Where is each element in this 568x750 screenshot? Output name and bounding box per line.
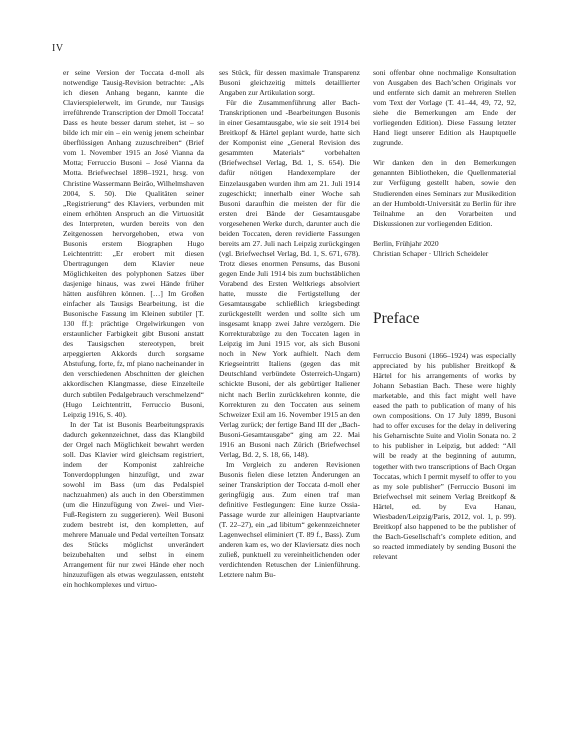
- paragraph: Für die Zusammenführung aller Bach-Transkriptionen und -Bearbeitungen Busonis in einer Gesamtausgabe, wie sie seit 1914 bei Breitkopf & Härtel geplant wurde, hatte sich der Komponist eine „General Revision des gesammten Materials“ vorbehalten (Briefwechsel Verlag, Bd. 1, S. 654). Die dafür nötigen Handexemplare der Einzelausgaben wurden ihm am 21. Juli 1914 zugeschickt; innerhalb einer Woche sah Busoni daraufhin die meisten der für die ersten drei Bände der Gesamtausgabe vorgesehenen Werke durch, darunter auch die beiden Toccaten, deren revidierte Fassungen bereits am 27. Juli nach Leipzig zurückgingen (vgl. Briefwechsel Verlag, Bd. 1, S. 671, 678). Trotz dieses enormen Pensums, das Busoni gegen Ende Juli 1914 bis zum buchstäblichen Vorabend des Ersten Weltkriegs absolviert hatte, musste die Fertigstellung der Gesamtausgabe schließlich kriegsbedingt zurückgestellt werden und sollte sich um insgesamt knapp zwei Jahre verzögern. Die Korrekturabzüge zu den Toccaten lagen in Leipzig im Juni 1915 vor, als sich Busoni noch in New York aufhielt. Nach dem Kriegseintritt Italiens (gegen das mit Deutschland verbündete Österreich-Ungarn) schickte Busoni, der als gebürtiger Italiener nicht nach Berlin zurückkehren konnte, die Korrekturen zu den Toccaten aus seinem Schweizer Exil am 16. November 1915 an den Verlag zurück; der fertige Band III der „Bach-Busoni-Gesamtausgabe“ ging am 22. Mai 1916 an Busoni nach Zürich (Briefwechsel Verlag, Bd. 2, S. 18, 66, 148).: [219, 98, 360, 459]
- paragraph: Ferruccio Busoni (1866–1924) was especially appreciated by his publisher Breitkopf & Härtel for his arrangements of works by Johann Sebastian Bach. These were highly marketable, and this fact might well have eased the path to publication of many of his own compositions. On 17 July 1899, Busoni had to offer excuses for the delay in delivering his Geharnischte Suite and Violin Sonata no. 2 to his publisher in Leipzig, but added: “All will be ready at the beginning of autumn, together with two transcriptions of Bach Organ Toccatas, which I permit myself to offer to you as my sole publisher” (Ferruccio Busoni im Briefwechsel mit seinem Verlag Breitkopf & Härtel, ed. by Eva Hanau, Wiesbaden/Leipzig/Paris, 2012, vol. 1, p. 99). Breitkopf also happened to be the publisher of the Bach-Gesellschaft’s complete edition, and so reacted immediately by sending Busoni the relevant: [373, 351, 516, 561]
- text-column-2: [219, 68, 360, 580]
- signature-names: Christian Schaper · Ullrich Scheideler: [373, 248, 489, 258]
- text-column-1: [63, 68, 204, 590]
- signature-place-date: Berlin, Frühjahr 2020: [373, 238, 439, 248]
- preface-heading: Preface: [373, 310, 420, 327]
- paragraph: ses Stück, für dessen maximale Transparenz Busoni gleichzeitig mittels detaillierter Angaben zur Artikulation sorgt.: [219, 68, 360, 98]
- acknowledgements-paragraph: Wir danken den in den Bemerkungen genannten Bibliotheken, die Quellenmaterial zur Verfügung gestellt haben, sowie den Studierenden eines Seminars zur Musikedition an der Humboldt-Universität zu Berlin für ihre Teilnahme an den Vorarbeiten und Diskussionen zur vorliegenden Edition.: [373, 158, 516, 228]
- paragraph: er seine Version der Toccata d-moll als notwendige Tausig-Revision betrachte: „Als ich diesen Anhang begann, kannte die Clavierspielerwelt, im Grunde, nur Tausigs irreführende Transcription der Dmoll Toccata! Dass es heute besser darum stehet, ist – so bilde ich mir ein – ein wenig jenem scheinbar überflüssigen Anhang zuzuschreiben“ (Brief vom 1. November 1915 an José Vianna da Motta; Ferruccio Busoni – José Vianna da Motta. Briefwechsel 1898–1921, hrsg. von Christine Wassermann Beirão, Wilhelmshaven 2004, S. 50). Die Qualitäten seiner „Registrierung“ des Klaviers, verbunden mit einem erhöhten Anspruch an die Virtuosität des Interpreten, wurden bereits von den Zeitgenossen hervorgehoben, etwa von Busonis erstem Biographen Hugo Leichtentritt: „Er erobert mit diesen Übertragungen dem Klavier neue Möglichkeiten des polyphonen Satzes über dasjenige hinaus, was zwei Hände früher hätten ausführen können. […] Im Großen einfacher als Tausigs Bearbeitung, ist die Busonische Fassung im Kleinen subtiler [T. 130 ff.]: prächtige Orgelwirkungen von erstaunlicher Farbigkeit gibt Busoni anstatt des Tausigschen stereotypen, breit arpeggierten Akkords durch sorgsame Abstufung, forte, fz, mf piano nacheinander in den verschiedenen Abschnitten der gleichen akkordischen Klangmasse, diese Einzelteile durch subtilen Pedalgebrauch verschmelzend“ (Hugo Leichtentritt, Ferruccio Busoni, Leipzig 1916, S. 40).: [63, 68, 204, 419]
- paragraph: soni offenbar ohne nochmalige Konsultation von Ausgaben des Bach’schen Originals vor und entfernte sich damit an mehreren Stellen vom Text der Vorlage (T. 41–44, 49, 72, 92, siehe die Bemerkungen am Ende der vorliegenden Edition). Diese Fassung letzter Hand liegt unserer Edition als Hauptquelle zugrunde.: [373, 68, 516, 148]
- preface-text: [373, 351, 516, 562]
- text-column-3: [373, 68, 516, 259]
- paragraph: Im Vergleich zu anderen Revisionen Busonis fielen diese letzten Änderungen an seiner Transkription der Toccata d-moll eher geringfügig aus. Zum einen traf man definitive Festlegungen: Eine kurze Ossia-Passage wurde zur alleinigen Hauptvariante (T. 22–27), ein „ad libitum“ gekennzeichneter Lagenwechsel eliminiert (T. 89 f., Bass). Zum anderen kam es, wo der Klaviersatz dies noch zuließ, punktuell zu vereinheitlichenden oder verdichtenden Retuschen der Linienführung. Letztere nahm Bu-: [219, 459, 360, 580]
- paragraph: In der Tat ist Busonis Bearbeitungspraxis dadurch gekennzeichnet, dass das Klangbild der Orgel nach Möglichkeit bewahrt werden soll. Das Klavier wird gleichsam registriert, indem der Komponist zahlreiche Tonverdopplungen hinzufügt, und zwar sowohl im Bass (um das Pedalspiel nachzuahmen) als auch in den Oberstimmen (um die Hinzufügung von Zwei- und Vier-Fuß-Registern zu suggerieren). Weil Busoni zudem bestrebt ist, den kompletten, auf mehrere Manuale und Pedal verteilten Tonsatz des Stücks möglichst unverändert beizubehalten und selbst in einem Arrangement für nur zwei Hände eher noch hinzuzufügen als etwas wegzulassen, entsteht ein hochkomplexes und virtuo-: [63, 419, 204, 590]
- page-number: IV: [52, 43, 64, 54]
